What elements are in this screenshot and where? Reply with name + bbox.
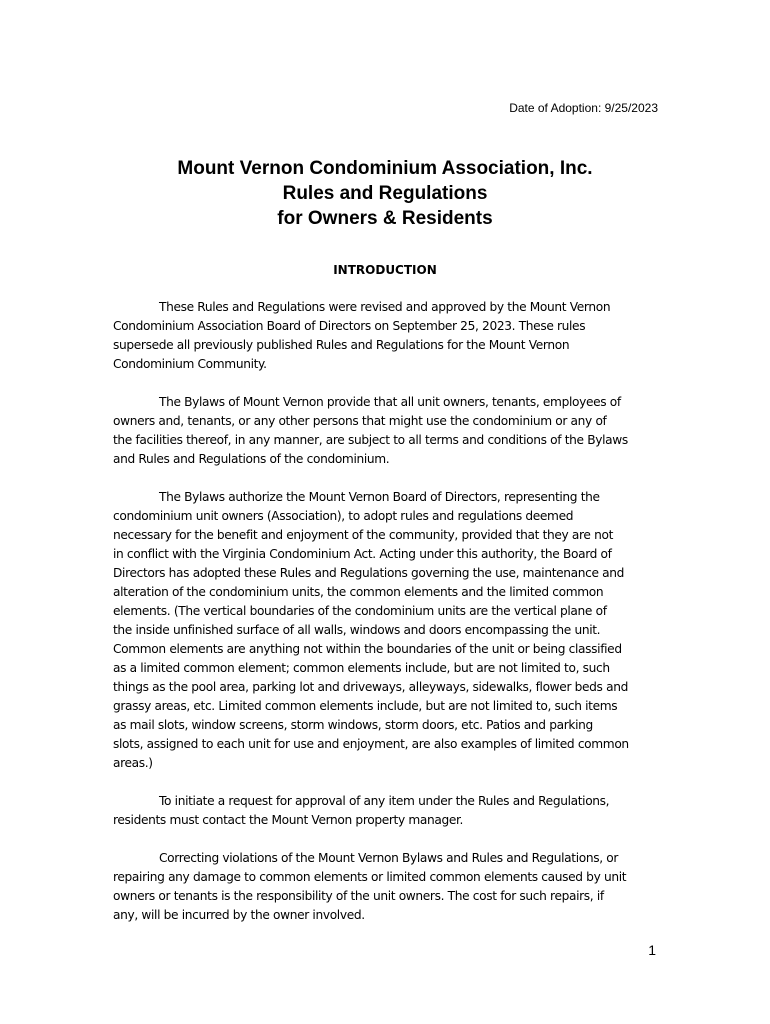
text-line: as a limited common element; common elements include, but are not limited to, such: [113, 661, 610, 675]
document-body: [113, 298, 661, 944]
paragraph-1: [113, 298, 661, 374]
text-line: slots, assigned to each unit for use and enjoyment, are also examples of limited common: [113, 737, 629, 751]
text-line: To initiate a request for approval of any item under the Rules and Regulations,: [159, 794, 610, 808]
text-line: elements. (The vertical boundaries of the condominium units are the vertical plane of: [113, 604, 607, 618]
title-line-1: Mount Vernon Condominium Association, Inc.: [177, 158, 593, 179]
text-line: things as the pool area, parking lot and driveways, alleyways, sidewalks, flower beds and: [113, 680, 628, 694]
text-line: The Bylaws of Mount Vernon provide that all unit owners, tenants, employees of: [159, 395, 621, 409]
title-line-3: for Owners & Residents: [277, 208, 493, 229]
text-line: grassy areas, etc. Limited common elements include, but are not limited to, such items: [113, 699, 618, 713]
paragraph-2: [113, 393, 661, 469]
text-line: the facilities thereof, in any manner, are subject to all terms and conditions of the Bylaws: [113, 433, 628, 447]
section-heading: INTRODUCTION: [333, 263, 437, 277]
text-line: These Rules and Regulations were revised and approved by the Mount Vernon: [159, 300, 611, 314]
text-line: Directors has adopted these Rules and Regulations governing the use, maintenance and: [113, 566, 625, 580]
text-line: areas.): [113, 756, 153, 770]
text-line: necessary for the benefit and enjoyment of the community, provided that they are not: [113, 528, 614, 542]
paragraph-3: [113, 488, 661, 773]
text-line: as mail slots, window screens, storm windows, storm doors, etc. Patios and parking: [113, 718, 593, 732]
page-number: 1: [648, 942, 656, 958]
text-line: in conflict with the Virginia Condominium Act. Acting under this authority, the Board of: [113, 547, 612, 561]
title-line-2: Rules and Regulations: [282, 183, 488, 204]
text-line: and Rules and Regulations of the condominium.: [113, 452, 390, 466]
text-line: the inside unfinished surface of all walls, windows and doors encompassing the unit.: [113, 623, 601, 637]
text-line: Common elements are anything not within the boundaries of the unit or being classified: [113, 642, 622, 656]
text-line: alteration of the condominium units, the common elements and the limited common: [113, 585, 604, 599]
text-line: owners or tenants is the responsibility of the unit owners. The cost for such repairs, if: [113, 889, 604, 903]
text-line: owners and, tenants, or any other persons that might use the condominium or any of: [113, 414, 607, 428]
text-line: Condominium Community.: [113, 357, 267, 371]
text-line: Correcting violations of the Mount Vernon Bylaws and Rules and Regulations, or: [159, 851, 619, 865]
text-line: any, will be incurred by the owner involved.: [113, 908, 365, 922]
text-line: supersede all previously published Rules and Regulations for the Mount Vernon: [113, 338, 570, 352]
paragraph-4: [113, 792, 661, 830]
text-line: condominium unit owners (Association), to adopt rules and regulations deemed: [113, 509, 574, 523]
document-title: [0, 156, 770, 231]
text-line: The Bylaws authorize the Mount Vernon Board of Directors, representing the: [159, 490, 600, 504]
text-line: repairing any damage to common elements or limited common elements caused by unit: [113, 870, 627, 884]
text-line: residents must contact the Mount Vernon property manager.: [113, 813, 464, 827]
text-line: Condominium Association Board of Directors on September 25, 2023. These rules: [113, 319, 586, 333]
paragraph-5: [113, 849, 661, 925]
date-of-adoption: Date of Adoption: 9/25/2023: [509, 101, 658, 115]
